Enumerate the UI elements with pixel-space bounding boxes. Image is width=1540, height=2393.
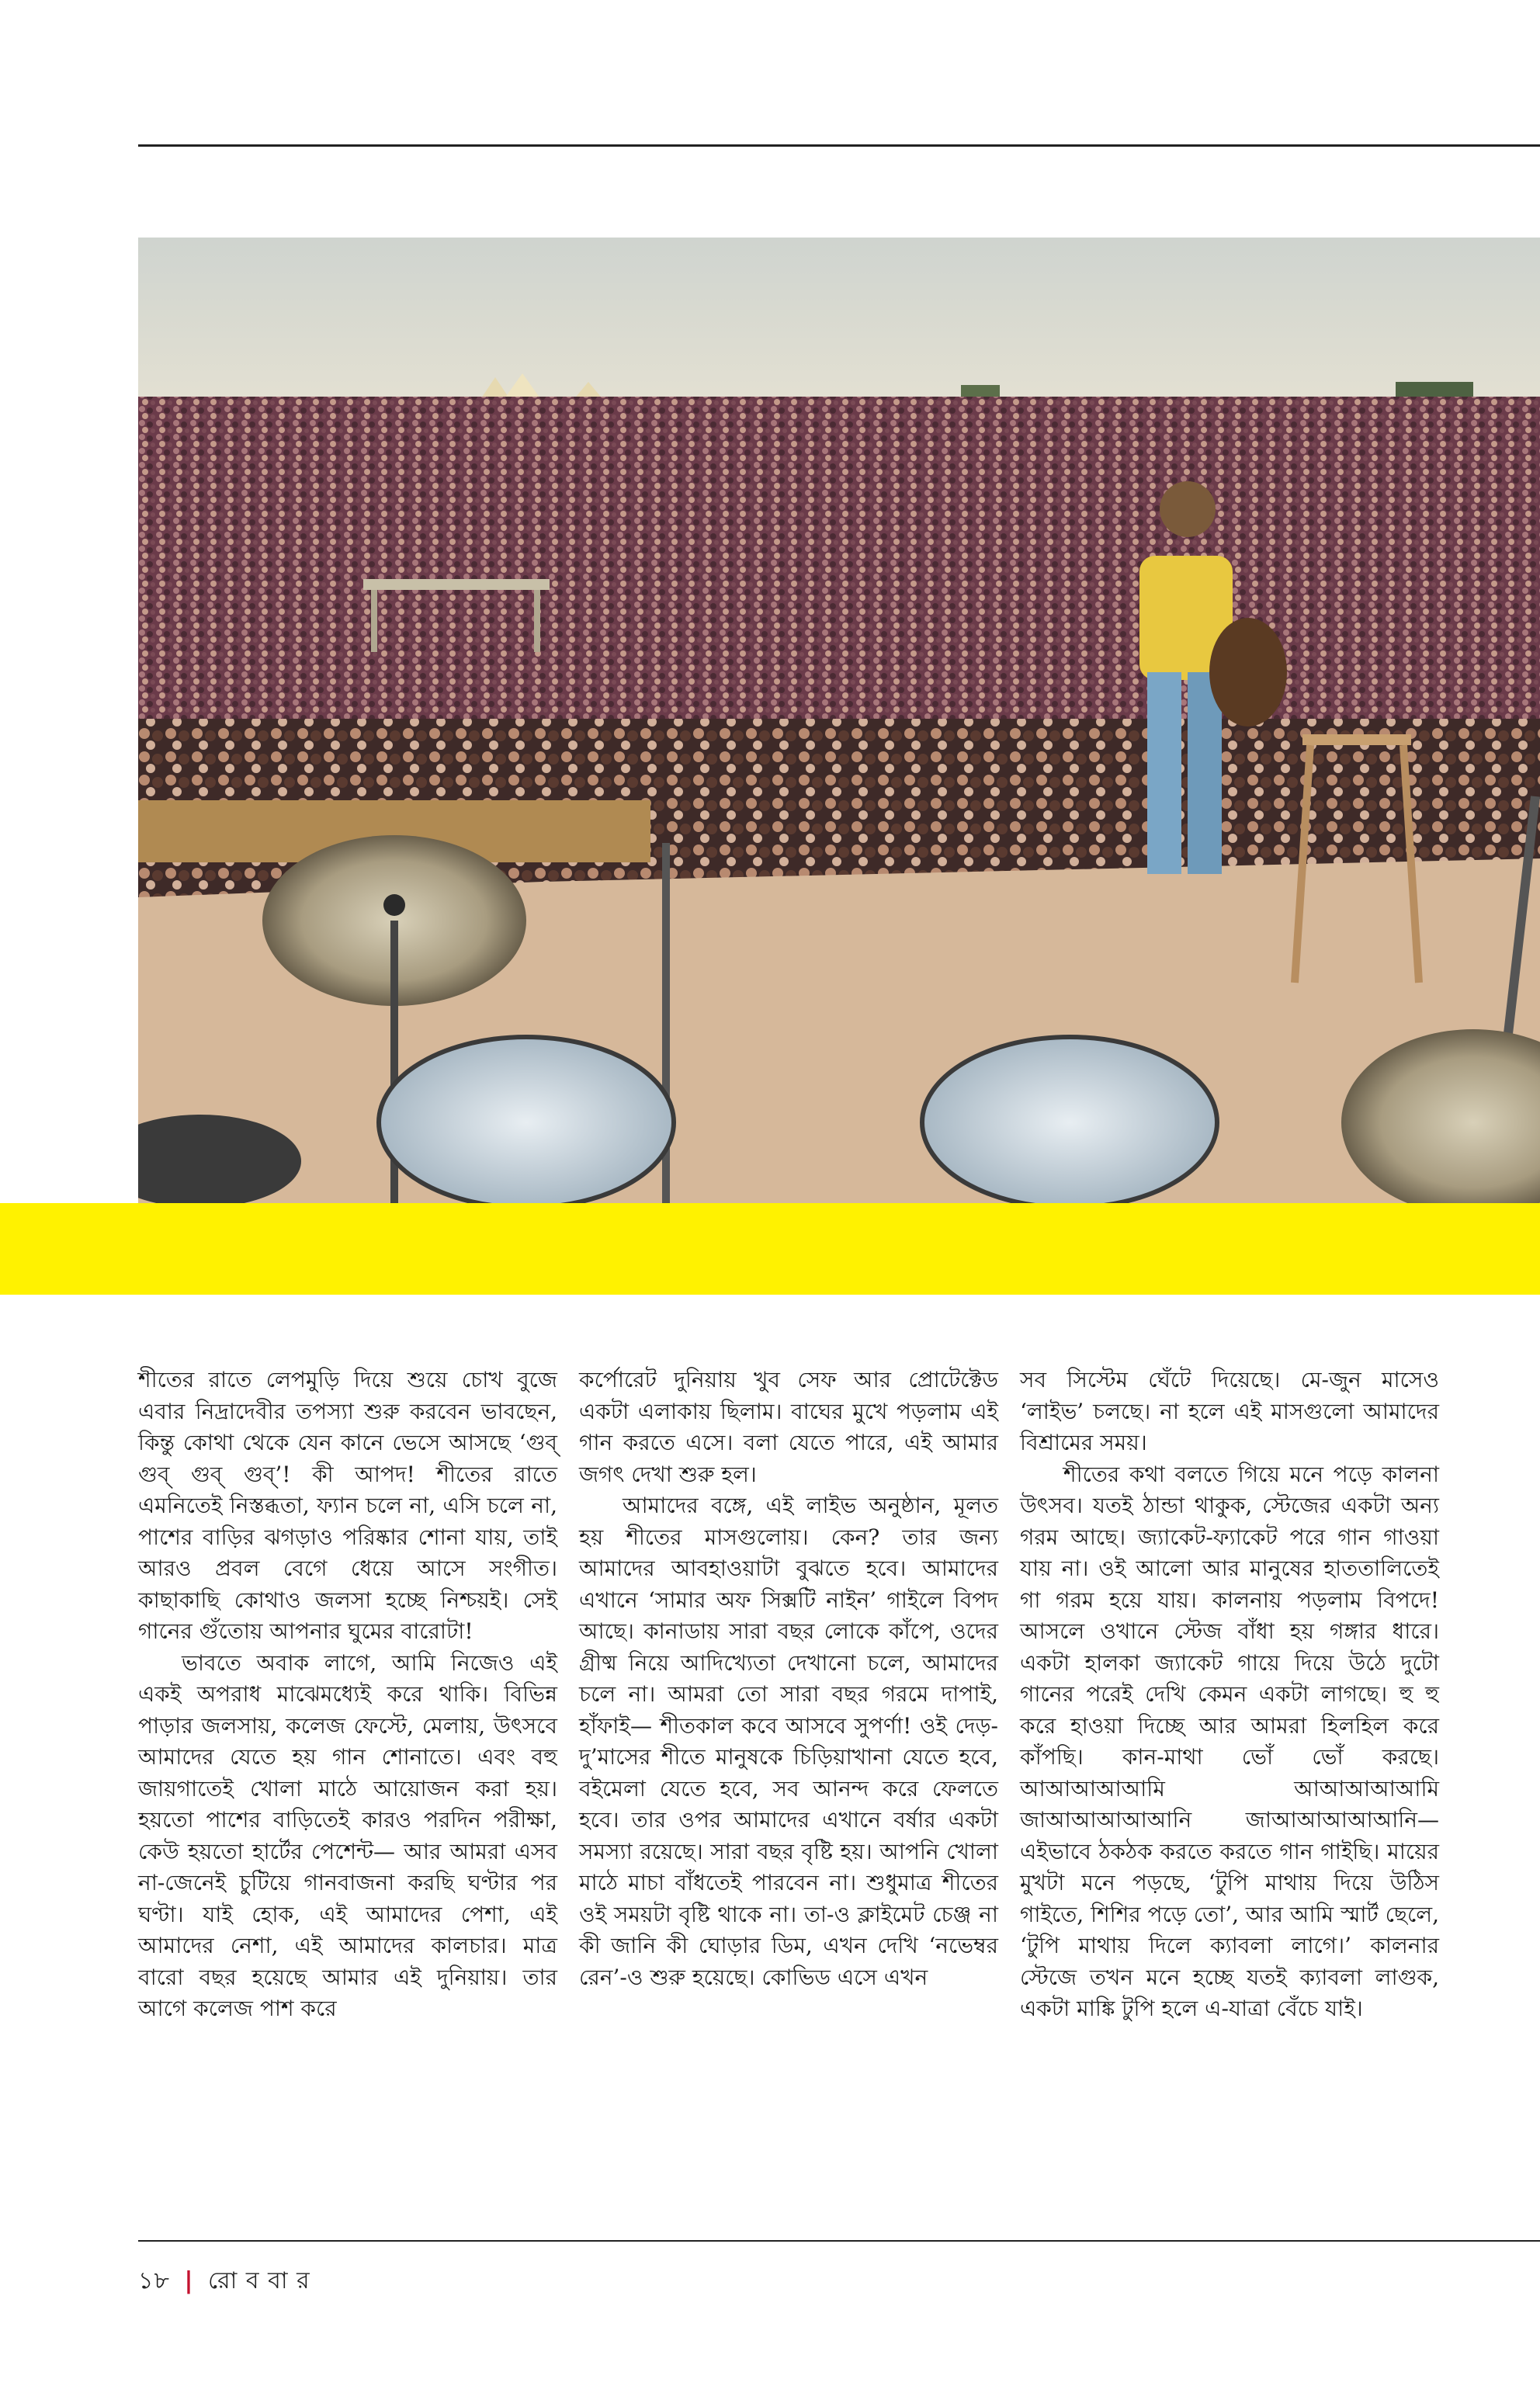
paragraph: সব সিস্টেম ঘেঁটে দিয়েছে। মে-জুন মাসেও ‘লাইভ’ চলছে। না হলে এই মাসগুলো আমাদের বিশ্রামের সময়। (1020, 1367, 1439, 1455)
concert-photo (138, 238, 1540, 1203)
top-rule (138, 144, 1540, 147)
magazine-name: রো ব বা র (208, 2267, 310, 2294)
paragraph: আমাদের বঙ্গে, এই লাইভ অনুষ্ঠান, মূলত হয় শীতের মাসগুলোয়। কেন? তার জন্য আমাদের আবহাওয়াটা বুঝতে হবে। আমাদের এখানে ‘সামার অফ সিক্সটি নাইন’ গাইলে বিপদ আছে। কানাডায় সারা বছর লোকে কাঁপে, ওদের গ্রীষ্ম নিয়ে আদিখ্যেতা দেখানো চলে, আমাদের চলে না। আমরা তো সারা বছর গরমে দাপাই, হাঁফাই— শীতকাল কবে আসবে সুপর্ণা! ওই দেড়-দু’মাসের শীতে মানুষকে চিড়িয়াখানা যেতে হবে, বইমেলা যেতে হবে, সব আনন্দ করে ফেলতে হবে। তার ওপর আমাদের এখানে বর্ষার একটা সমস্যা রয়েছে। সারা বছর বৃষ্টি হয়। আপনি খোলা মাঠে মাচা বাঁধতেই পারবেন না। শুধুমাত্র শীতের ওই সময়টা বৃষ্টি থাকে না। তা-ও ক্লাইমেট চেঞ্জ না কী জানি কী ঘোড়ার ডিম, এখন দেখি ‘নভেম্বর রেন’-ও শুরু হয়েছে। কোভিড এসে এখন (579, 1493, 998, 1990)
article-column-1 (138, 1365, 557, 2025)
paragraph: কর্পোরেট দুনিয়ায় খুব সেফ আর প্রোটেক্টেড একটা এলাকায় ছিলাম। বাঘের মুখে পড়লাম এই গান করতে এসে। বলা যেতে পারে, এই আমার জগৎ দেখা শুরু হল। (579, 1367, 998, 1487)
bottom-rule (138, 2240, 1540, 2242)
concert-stage-photo-icon (138, 238, 1540, 1203)
page-footer (138, 2262, 310, 2301)
paragraph: শীতের কথা বলতে গিয়ে মনে পড়ে কালনা উৎসব। যতই ঠান্ডা থাকুক, স্টেজের একটা অন্য গরম আছে। জ্যাকেট-ফ্যাকেট পরে গান গাওয়া যায় না। ওই আলো আর মানুষের হাততালিতেই গা গরম হয়ে যায়। কালনায় পড়লাম বিপদে! আসলে ওখানে স্টেজ বাঁধা হয় গঙ্গার ধারে। একটা হালকা জ্যাকেট গায়ে দিয়ে উঠে দুটো গানের পরেই দেখি কেমন একটা লাগছে। হু হু করে হাওয়া দিচ্ছে আর আমরা হিলহিল করে কাঁপছি। কান-মাথা ভোঁ ভোঁ করছে। আআআআআমি আআআআআমি জাআআআআআনি জাআআআআআনি— এইভাবে ঠকঠক করতে করতে গান গাইছি। মায়ের মুখটা মনে পড়ছে, ‘টুপি মাথায় দিয়ে উঠিস গাইতে, শিশির পড়ে তো’, আর আমি স্মার্ট ছেলে, ‘টুপি মাথায় দিলে ক্যাবলা লাগে।’ কালনার স্টেজে তখন মনে হচ্ছে যতই ক্যাবলা লাগুক, একটা মাঙ্কি টুপি হলে এ-যাত্রা বেঁচে যাই। (1020, 1461, 1439, 2021)
article-column-3 (1020, 1365, 1439, 2025)
article-column-2 (579, 1365, 998, 1993)
page-number: ১৮ (138, 2267, 170, 2294)
folio-separator: | (184, 2267, 194, 2294)
paragraph: ভাবতে অবাক লাগে, আমি নিজেও এই একই অপরাধ মাঝেমধ্যেই করে থাকি। বিভিন্ন পাড়ার জলসায়, কলেজ ফেস্টে, মেলায়, উৎসবে আমাদের যেতে হয় গান শোনাতে। এবং বহু জায়গাতেই খোলা মাঠে আয়োজন করা হয়। হয়তো পাশের বাড়িতেই কারও পরদিন পরীক্ষা, কেউ হয়তো হার্টের পেশেন্ট— আর আমরা এসব না-জেনেই চুটিয়ে গানবাজনা করছি ঘণ্টার পর ঘণ্টা। যাই হোক, এই আমাদের পেশা, এই আমাদের নেশা, এই আমাদের কালচার। মাত্র বারো বছর হয়েছে আমার এই দুনিয়ায়। তার আগে কলেজ পাশ করে (138, 1649, 557, 2021)
paragraph: শীতের রাতে লেপমুড়ি দিয়ে শুয়ে চোখ বুজে এবার নিদ্রাদেবীর তপস্যা শুরু করবেন ভাবছেন, কিন্তু কোথা থেকে যেন কানে ভেসে আসছে ‘গুব্‌ গুব্‌ গুব্‌ গুব্‌’! কী আপদ! শীতের রাতে এমনিতেই নিস্তব্ধতা, ফ্যান চলে না, এসি চলে না, পাশের বাড়ির ঝগড়াও পরিষ্কার শোনা যায়, তাই আরও প্রবল বেগে ধেয়ে আসে সংগীত। কাছাকাছি কোথাও জলসা হচ্ছে নিশ্চয়ই। সেই গানের গুঁতোয় আপনার ঘুমের বারোটা! (138, 1367, 557, 1644)
yellow-banner-band (0, 1203, 1540, 1295)
